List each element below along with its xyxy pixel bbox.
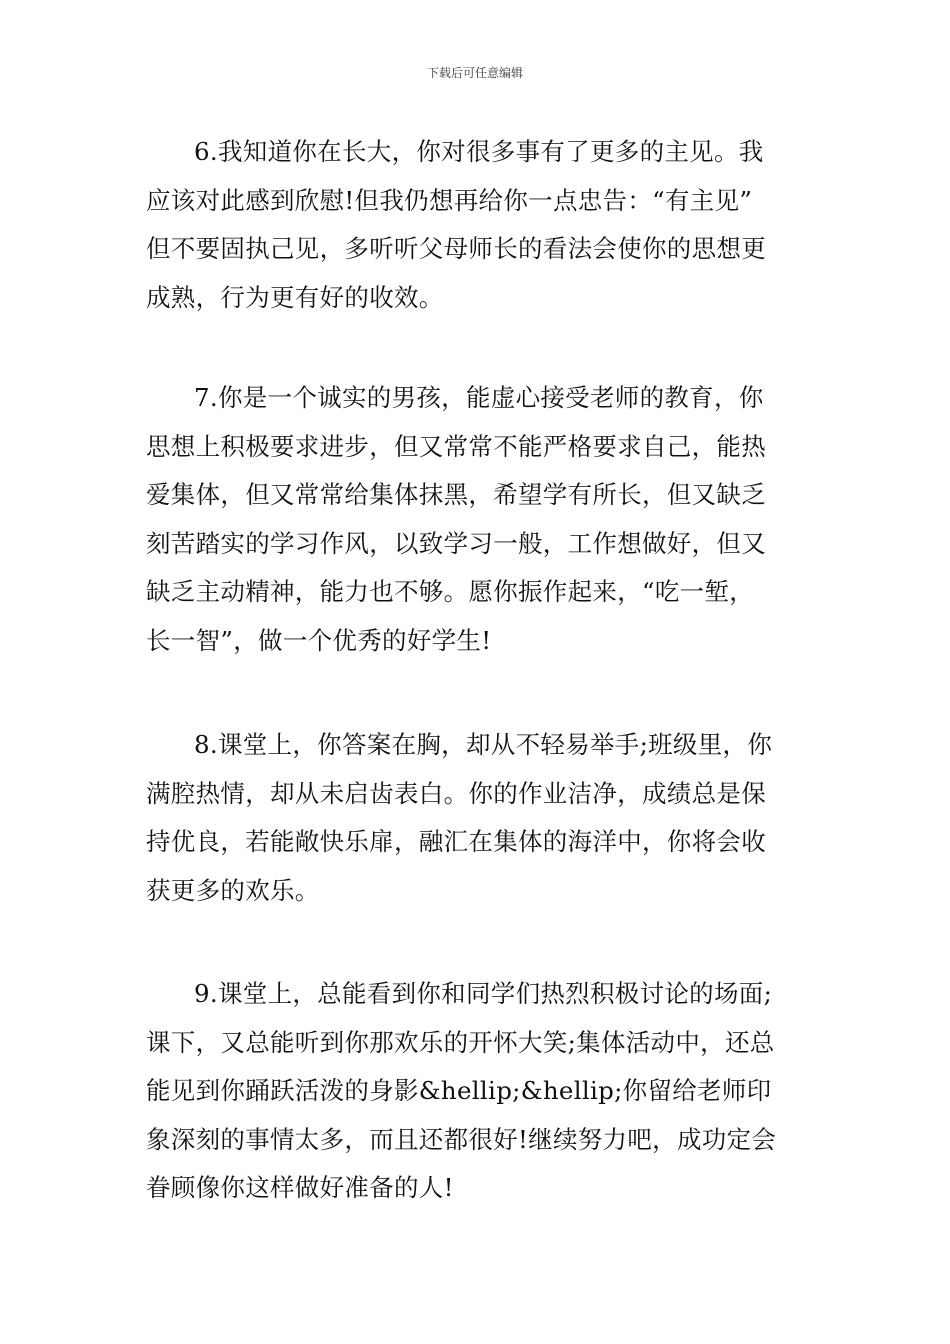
- paragraph-9: [146, 970, 811, 1213]
- paragraph-line: 9.课堂上，总能看到你和同学们热烈积极讨论的场面;: [194, 979, 773, 1008]
- paragraph-line: 获更多的欢乐。: [146, 875, 320, 905]
- paragraph-7: [146, 374, 811, 665]
- paragraph-8: [146, 721, 811, 915]
- paragraph-line: 成熟，行为更有好的收效。: [146, 282, 444, 312]
- paragraph-line: 刻苦踏实的学习作风，以致学习一般，工作想做好，但又: [146, 528, 766, 558]
- paragraph-line: 缺乏主动精神，能力也不够。愿你振作起来，“吃一堑，: [146, 577, 755, 606]
- paragraph-line: 课下，又总能听到你那欢乐的开怀大笑;集体活动中，还总: [146, 1027, 775, 1057]
- paragraph-line: 持优良，若能敞快乐扉，融汇在集体的海洋中，你将会收: [146, 827, 766, 856]
- paragraph-6: [146, 128, 811, 322]
- paragraph-line: 7.你是一个诚实的男孩，能虚心接受老师的教育，你: [194, 383, 764, 412]
- paragraph-line: 眷顾像你这样做好准备的人!: [146, 1173, 454, 1202]
- paragraph-line: 长一智”，做一个优秀的好学生!: [146, 625, 492, 655]
- paragraph-line: 思想上积极要求进步，但又常常不能严格要求自己，能热: [146, 431, 766, 461]
- paragraph-line: 能见到你踊跃活泼的身影&hellip;&hellip;你留给老师印: [146, 1076, 772, 1105]
- paragraph-line: 6.我知道你在长大，你对很多事有了更多的主见。我: [194, 137, 764, 166]
- paragraph-line: 象深刻的事情太多，而且还都很好!继续努力吧，成功定会: [146, 1124, 777, 1154]
- paragraph-line: 爱集体，但又常常给集体抹黑，希望学有所长，但又缺乏: [146, 480, 766, 509]
- paragraph-line: 但不要固执己见，多听听父母师长的看法会使你的思想更: [146, 234, 766, 263]
- paragraph-line: 8.课堂上，你答案在胸，却从不轻易举手;班级里，你: [194, 730, 773, 759]
- page-header-note: 下载后可任意编辑: [426, 66, 523, 80]
- paragraph-line: 满腔热情，却从未启齿表白。你的作业洁净，成绩总是保: [146, 778, 766, 808]
- paragraph-line: 应该对此感到欣慰!但我仍想再给你一点忠告：“有主见”: [146, 185, 753, 215]
